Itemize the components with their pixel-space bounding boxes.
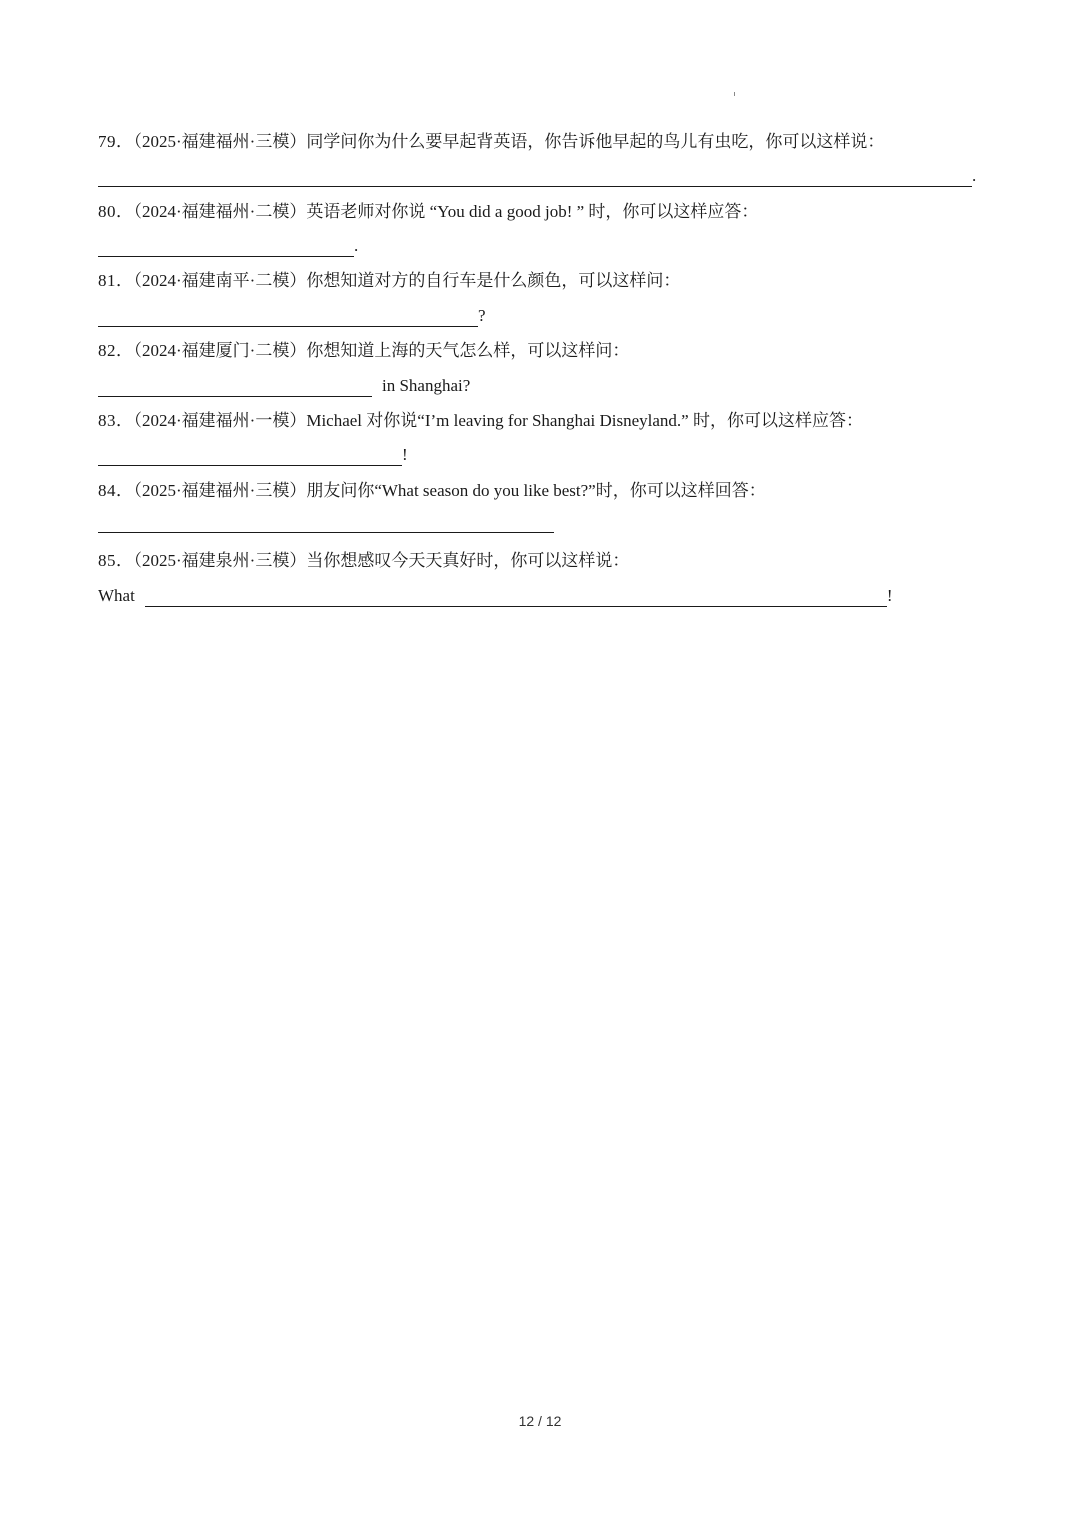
answer-line-81 — [98, 305, 486, 327]
question-prompt: 同学问你为什么要早起背英语，你告诉他早起的鸟儿有虫吃，你可以这样说： — [306, 132, 885, 151]
answer-suffix: ? — [478, 306, 486, 325]
answer-blank[interactable] — [98, 308, 478, 327]
answer-suffix: . — [972, 166, 977, 185]
question-79 — [98, 131, 884, 153]
question-number: 81． — [98, 271, 134, 290]
answer-line-82 — [98, 375, 470, 397]
answer-blank[interactable] — [98, 168, 972, 187]
answer-suffix: ! — [402, 445, 408, 464]
scan-speck — [734, 92, 735, 96]
answer-line-84 — [98, 514, 554, 533]
answer-line-79 — [98, 165, 976, 187]
answer-suffix: in Shanghai? — [382, 376, 471, 395]
answer-line-80 — [98, 235, 358, 257]
answer-suffix: ! — [886, 586, 893, 605]
question-number: 80． — [98, 202, 134, 221]
question-prompt: 你想知道上海的天气怎么样，可以这样问： — [306, 341, 630, 360]
question-80 — [98, 201, 758, 223]
question-source: （2025·福建泉州·三模） — [133, 551, 307, 570]
question-prompt: 你想知道对方的自行车是什么颜色，可以这样问： — [306, 271, 681, 290]
question-number: 83． — [98, 411, 134, 430]
question-82 — [98, 340, 629, 362]
question-prompt: Michael 对你说“I’m leaving for Shanghai Disneyland.” 时，你可以这样应答： — [306, 411, 863, 430]
question-85 — [98, 550, 629, 572]
answer-line-85 — [98, 585, 893, 607]
question-number: 84． — [98, 481, 134, 500]
answer-blank[interactable] — [145, 588, 887, 607]
question-prompt: 当你想感叹今天天真好时，你可以这样说： — [306, 551, 630, 570]
question-source: （2024·福建福州·二模） — [133, 202, 307, 221]
answer-blank[interactable] — [98, 447, 402, 466]
question-number: 82． — [98, 341, 134, 360]
answer-prefix: What — [98, 586, 135, 605]
question-number: 79． — [98, 132, 134, 151]
question-prompt: 英语老师对你说 “You did a good job! ” 时，你可以这样应答： — [306, 202, 759, 221]
question-source: （2024·福建厦门·二模） — [133, 341, 307, 360]
question-number: 85． — [98, 551, 134, 570]
answer-blank[interactable] — [98, 378, 372, 397]
question-84 — [98, 480, 766, 502]
answer-blank[interactable] — [98, 238, 354, 257]
question-83 — [98, 410, 863, 432]
question-source: （2024·福建福州·一模） — [133, 411, 307, 430]
question-81 — [98, 270, 680, 292]
answer-suffix: . — [354, 236, 359, 255]
question-source: （2024·福建南平·二模） — [133, 271, 307, 290]
answer-line-83 — [98, 444, 408, 466]
question-source: （2025·福建福州·三模） — [133, 481, 307, 500]
question-prompt: 朋友问你“What season do you like best?”时，你可以这样回答： — [306, 481, 766, 500]
answer-blank[interactable] — [98, 514, 554, 533]
question-source: （2025·福建福州·三模） — [133, 132, 307, 151]
page-number: 12 / 12 — [518, 1413, 562, 1429]
